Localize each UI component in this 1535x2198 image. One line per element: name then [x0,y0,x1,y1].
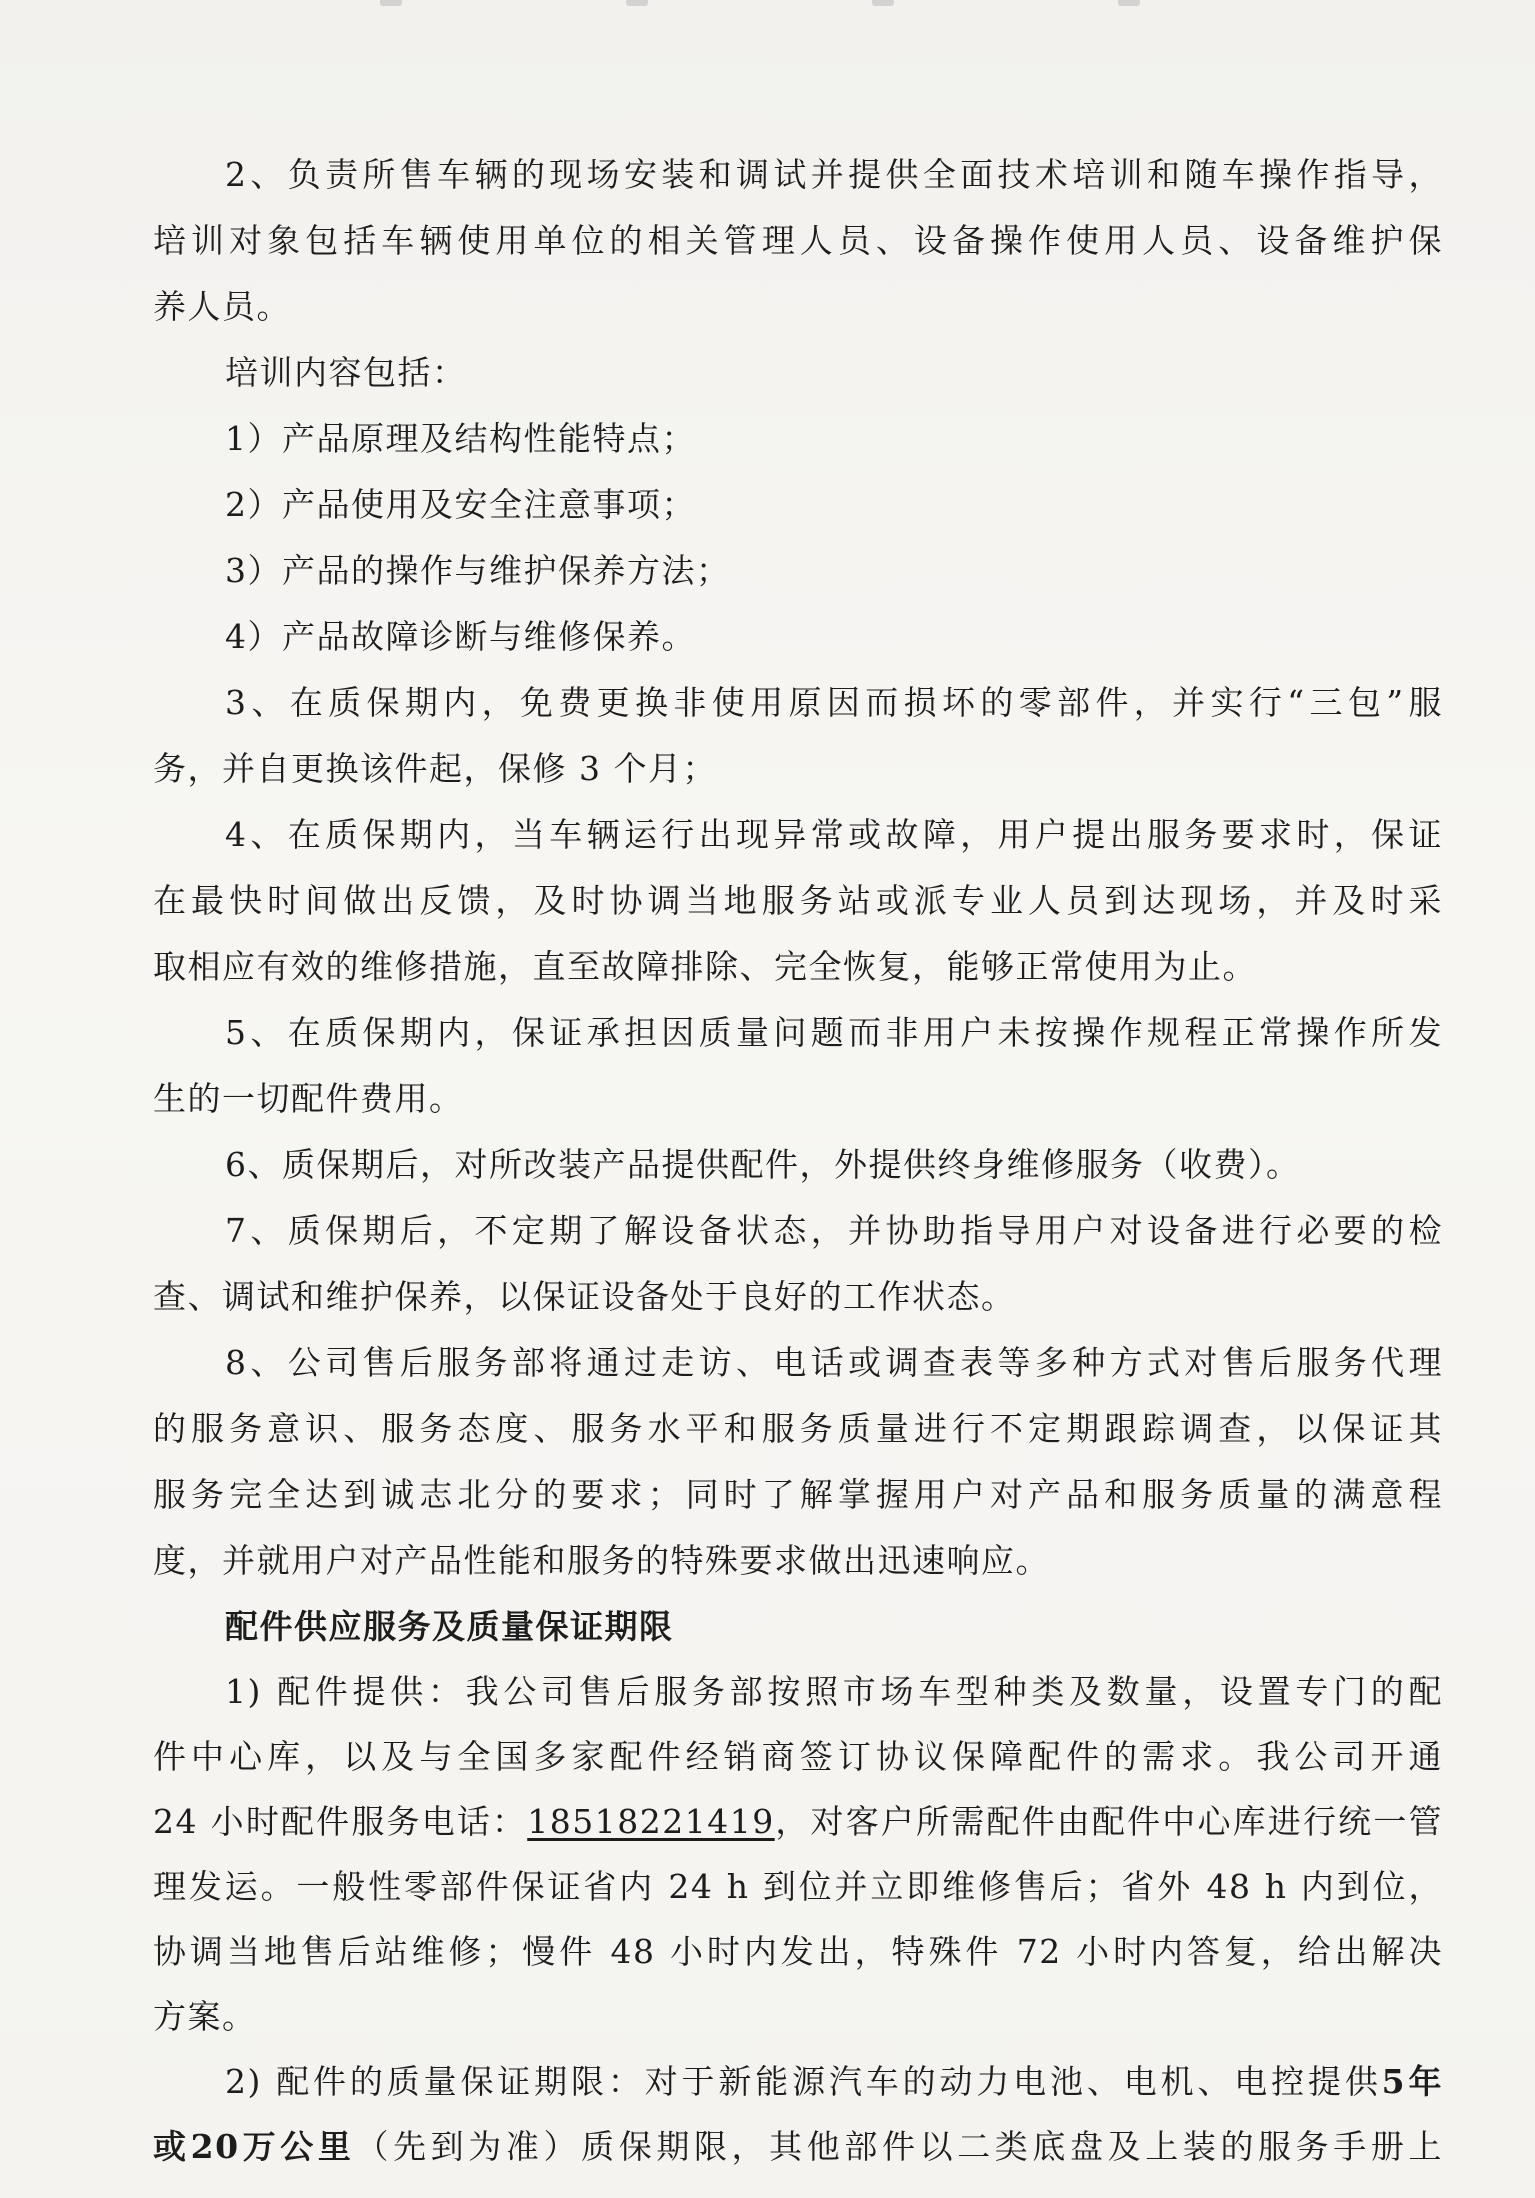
paragraph-6: 6、质保期后，对所改装产品提供配件，外提供终身维修服务（收费）。 [225,1145,1301,1184]
parts-warranty-line-1-bold: 5年 [1381,2062,1443,2101]
paragraph-5-line-2: 生的一切配件费用。 [153,1079,464,1118]
training-item-4: 4）产品故障诊断与维修保养。 [225,617,696,656]
parts-warranty-line-1 [153,2064,1443,2100]
paragraph-8-line-3: 服务完全达到诚志北分的要求；同时了解掌握用户对产品和服务质量的满意程 [153,1475,1443,1514]
paragraph-2-line-1: 2、负责所售车辆的现场安装和调试并提供全面技术培训和随车操作指导， [225,155,1443,194]
parts-supply-line-6: 方案。 [153,1997,257,2036]
training-item-1: 1）产品原理及结构性能特点； [225,419,696,458]
paragraph-4-line-3: 取相应有效的维修措施，直至故障排除、完全恢复，能够正常使用为止。 [153,947,1257,986]
scan-mark [872,0,894,6]
parts-warranty-line-2-bold: 或20万公里 [153,2127,356,2166]
document-body [153,157,1443,2194]
scan-mark [1118,0,1140,6]
paragraph-2-line-3: 养人员。 [153,287,291,326]
scan-mark [380,0,402,6]
paragraph-7-line-1: 7、质保期后，不定期了解设备状态，并协助指导用户对设备进行必要的检 [225,1211,1443,1250]
parts-supply-line-2: 件中心库，以及与全国多家配件经销商签订协议保障配件的需求。我公司开通 [153,1737,1443,1776]
paragraph-4-line-1: 4、在质保期内，当车辆运行出现异常或故障，用户提出服务要求时，保证 [225,815,1443,854]
training-heading: 培训内容包括： [225,353,467,392]
paragraph-5-line-1: 5、在质保期内，保证承担因质量问题而非用户未按操作规程正常操作所发 [225,1013,1443,1052]
parts-supply-line-3-suffix: ，对客户所需配件由配件中心库进行统一管 [774,1802,1444,1841]
parts-supply-line-1: 1) 配件提供：我公司售后服务部按照市场车型种类及数量，设置专门的配 [225,1672,1443,1711]
phone-number: 18518221419 [527,1802,775,1841]
paragraph-8-line-1: 8、公司售后服务部将通过走访、电话或调查表等多种方式对售后服务代理 [225,1343,1443,1382]
paragraph-7-line-2: 查、调试和维护保养，以保证设备处于良好的工作状态。 [153,1277,1016,1316]
parts-supply-line-5: 协调当地售后站维修；慢件 48 小时内发出，特殊件 72 小时内答复，给出解决 [153,1932,1443,1971]
parts-supply-line-3 [153,1804,1443,1840]
parts-warranty-line-2 [153,2129,1443,2165]
paragraph-3-line-2: 务，并自更换该件起，保修 3 个月； [153,749,717,788]
scan-edge-artifact [380,0,1140,10]
paragraph-8-line-2: 的服务意识、服务态度、服务水平和服务质量进行不定期跟踪调查，以保证其 [153,1409,1443,1448]
section-heading: 配件供应服务及质量保证期限 [225,1607,674,1646]
scan-mark [626,0,648,6]
training-item-3: 3）产品的操作与维护保养方法； [225,551,731,590]
parts-warranty-line-1-prefix: 2) 配件的质量保证期限：对于新能源汽车的动力电池、电机、电控提供 [225,2062,1382,2101]
parts-warranty-line-2-suffix: （先到为准）质保期限，其他部件以二类底盘及上装的服务手册上 [355,2127,1443,2166]
paragraph-8-line-4: 度，并就用户对产品性能和服务的特殊要求做出迅速响应。 [153,1541,1050,1580]
training-item-2: 2）产品使用及安全注意事项； [225,485,696,524]
parts-supply-line-3-prefix: 24 小时配件服务电话： [153,1802,528,1841]
parts-supply-line-4: 理发运。一般性零部件保证省内 24 h 到位并立即维修售后；省外 48 h 内到位， [153,1867,1443,1906]
paragraph-2-line-2: 培训对象包括车辆使用单位的相关管理人员、设备操作使用人员、设备维护保 [153,221,1443,260]
paragraph-3-line-1: 3、在质保期内，免费更换非使用原因而损坏的零部件，并实行“三包”服 [225,683,1443,722]
paragraph-4-line-2: 在最快时间做出反馈，及时协调当地服务站或派专业人员到达现场，并及时采 [153,881,1443,920]
